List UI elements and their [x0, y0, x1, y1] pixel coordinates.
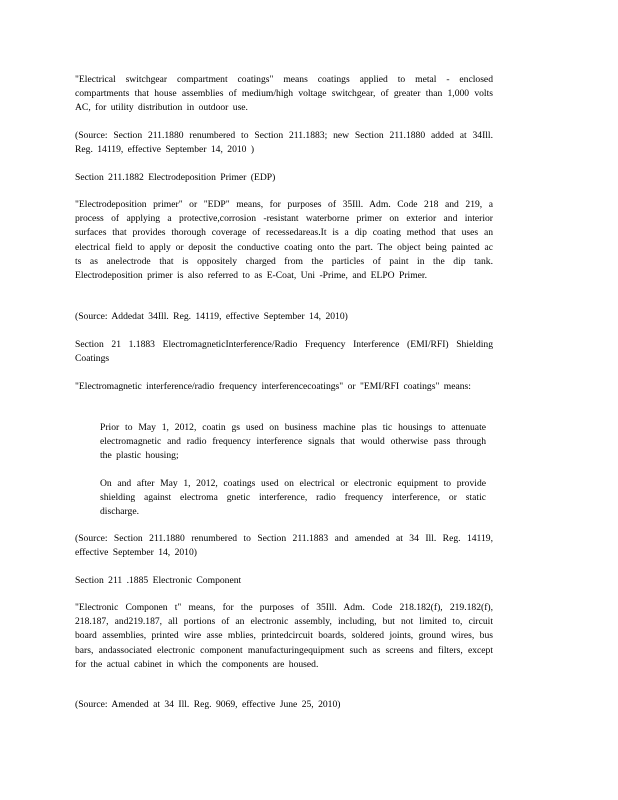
section-heading-211-1883: Section 21 1.1883 ElectromagneticInterference/Radio Frequency Interference (EMI/RFI) Shielding Coatings: [75, 339, 493, 365]
definition-electronic-component: "Electronic Componen t" means, for the purposes of 35Ill. Adm. Code 218.182(f), 219.182(f), 218.187, and219.187, all portions of an electronic assembly, including, but not limited to, circuit board assemblies, printed wire asse mblies, printedcircuit boards, soldered joints, ground wires, bus bars, andassociated electronic component manufacturingequipment such as screens and filters, except for the actual cabinet in which the components are housed.: [75, 602, 493, 670]
source-note-211-1880: (Source: Section 211.1880 renumbered to Section 211.1883; new Section 211.1880 added at 34Ill. Reg. 14119, effective September 14, 2010 ): [75, 130, 493, 156]
section-heading-211-1885: Section 211 .1885 Electronic Component: [75, 575, 242, 586]
definition-electrical-switchgear: "Electrical switchgear compartment coatings" means coatings applied to metal - enclosed compartments that house assemblies of medium/high voltage switchgear, of greater than 1,000 volts AC, for utility distribution in outdoor use.: [75, 74, 493, 114]
section-heading-211-1882: Section 211.1882 Electrodeposition Primer (EDP): [75, 172, 276, 183]
emi-rfi-clause-before-2012: Prior to May 1, 2012, coatin gs used on business machine plas tic housings to attenuate electromagnetic and radio frequency interference signals that would otherwise pass through the plastic housing;: [100, 422, 486, 462]
source-note-211-1883: (Source: Section 211.1880 renumbered to Section 211.1883 and amended at 34 Ill. Reg. 14119, effective September 14, 2010): [75, 533, 493, 559]
source-note-211-1885: (Source: Amended at 34 Ill. Reg. 9069, effective June 25, 2010): [75, 699, 341, 710]
definition-electrodeposition-primer: "Electrodeposition primer" or "EDP" means, for purposes of 35Ill. Adm. Code 218 and 219, a process of applying a protective,corrosion -resistant waterborne primer on exterior and interior surfaces that provides thorough coverage of recessedareas.It is a dip coating method that uses an electrical field to apply or deposit the conductive coating onto the part. The object being painted ac ts as anelectrode that is oppositely charged from the particles of paint in the dip tank. Electrodeposition primer is also referred to as E-Coat, Uni -Prime, and ELPO Primer.: [75, 199, 493, 282]
emi-rfi-clause-after-2012: On and after May 1, 2012, coatings used on electrical or electronic equipment to provide shielding against electroma gnetic interference, radio frequency interference, or static discharge.: [100, 478, 486, 518]
source-note-edp: (Source: Addedat 34Ill. Reg. 14119, effective September 14, 2010): [75, 311, 348, 322]
definition-emi-rfi-coatings: "Electromagnetic interference/radio frequency interferencecoatings" or "EMI/RFI coatings" means:: [75, 381, 471, 392]
